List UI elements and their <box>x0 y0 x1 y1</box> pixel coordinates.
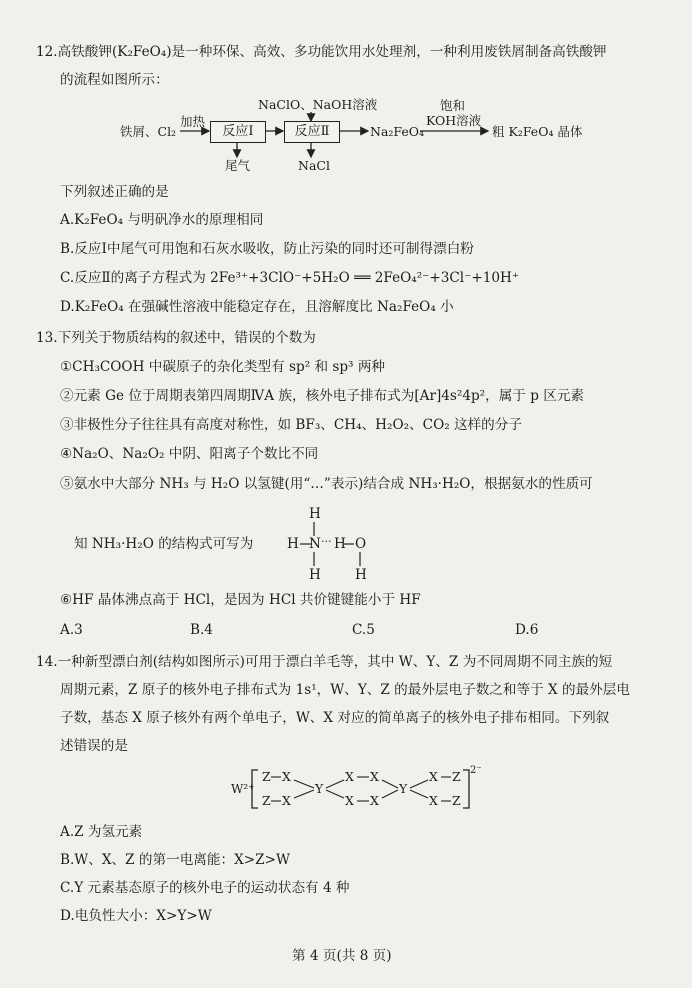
flow-koh-label: KOH溶液 <box>426 113 482 128</box>
struct-n: N <box>309 536 321 552</box>
bleach-x8: X <box>429 793 438 808</box>
flow-start-label: 铁屑、Cl₂ <box>120 124 177 139</box>
bleach-x2: X <box>282 793 291 808</box>
bleach-z1: Z <box>262 769 271 784</box>
q12-option-c: C.反应Ⅱ的离子方程式为 2Fe³⁺+3ClO⁻+5H₂O ══ 2FeO₄²⁻+3Cl⁻+10H⁺ <box>60 270 520 286</box>
flow-final-product: 粗 K₂FeO₄ 晶体 <box>492 124 583 139</box>
q13-option-c: C.5 <box>352 622 375 638</box>
q13-statement-1: ①CH₃COOH 中碳原子的杂化类型有 sp² 和 sp³ 两种 <box>60 359 386 375</box>
q14-option-a: A.Z 为氢元素 <box>60 824 143 840</box>
struct-h-o: H <box>355 567 367 583</box>
struct-h-mid: H <box>334 536 346 552</box>
q14-option-b: B.W、X、Z 的第一电离能：X>Z>W <box>60 852 290 868</box>
q13-statement-5: ⑤氨水中大部分 NH₃ 与 H₂O 以氢键(用“…”表示)结合成 NH₃·H₂O，根据氨水的性质可 <box>60 476 593 492</box>
q12-option-a: A.K₂FeO₄ 与明矾净水的原理相同 <box>60 212 264 228</box>
q14-option-d: D.电负性大小：X>Y>W <box>60 908 212 924</box>
q14-stem-line4: 述错误的是 <box>60 738 128 754</box>
struct-h-bottom: H <box>309 567 321 583</box>
q13-option-b: B.4 <box>190 622 213 638</box>
q14-stem-line3: 子数，基态 X 原子核外有两个单电子，W、X 对应的简单离子的核外电子排布相同。下列叙 <box>60 710 610 726</box>
bleach-z2: Z <box>262 793 271 808</box>
q13-statement-2: ②元素 Ge 位于周期表第四周期ⅣA 族，核外电子排布式为[Ar]4s²4p²，属于 p 区元素 <box>60 388 585 404</box>
bleach-x5: X <box>345 793 354 808</box>
bleach-x3: X <box>345 769 354 784</box>
page-footer: 第 4 页(共 8 页) <box>292 948 392 964</box>
bleach-x7: X <box>429 769 438 784</box>
q12-option-b: B.反应Ⅰ中尾气可用饱和石灰水吸收，防止污染的同时还可制得漂白粉 <box>60 241 474 257</box>
flow-tailgas-label: 尾气 <box>225 158 251 173</box>
bleach-x4: X <box>370 769 379 784</box>
flow-product1: Na₂FeO₄ <box>370 124 425 139</box>
bleach-cation: W²⁺ <box>231 782 255 796</box>
q12-stem-line1: 12.高铁酸钾(K₂FeO₄)是一种环保、高效、多功能饮用水处理剂，一种利用废铁屑制备高铁酸钾 <box>36 44 607 60</box>
q14-stem-line1: 14.一种新型漂白剂(结构如图所示)可用于漂白羊毛等，其中 W、Y、Z 为不同周期不同主族的短 <box>36 654 613 670</box>
bleach-y2: Y <box>399 781 408 796</box>
struct-h-left: H <box>287 536 299 552</box>
flow-nacl-label: NaCl <box>298 158 330 173</box>
reaction-2-box: 反应Ⅱ <box>284 121 340 143</box>
q14-stem-line2: 周期元素，Z 原子的核外电子排布式为 1s¹，W、Y、Z 的最外层电子数之和等于 X 的最外层电 <box>60 682 630 698</box>
q13-statement-4: ④Na₂O、Na₂O₂ 中阴、阳离子个数比不同 <box>60 446 319 462</box>
q12-option-d: D.K₂FeO₄ 在强碱性溶液中能稳定存在，且溶解度比 Na₂FeO₄ 小 <box>60 299 454 315</box>
struct-h-top: H <box>309 506 321 522</box>
q13-stem: 13.下列关于物质结构的叙述中，错误的个数为 <box>36 330 316 346</box>
flow-heat-label: 加热 <box>180 114 206 129</box>
struct-o: O <box>355 536 367 552</box>
q13-option-a: A.3 <box>60 622 83 638</box>
bleach-z4: Z <box>452 793 461 808</box>
bleach-z3: Z <box>452 769 461 784</box>
q13-statement-6: ⑥HF 晶体沸点高于 HCl，是因为 HCl 共价键键能小于 HF <box>60 592 421 608</box>
reaction-1-box: 反应Ⅰ <box>210 121 266 143</box>
flow-reagent-top: NaClO、NaOH溶液 <box>258 97 378 112</box>
q12-question: 下列叙述正确的是 <box>60 184 169 200</box>
struct-hbond: ··· <box>321 535 332 548</box>
bleach-anion-charge: 2⁻ <box>470 765 482 776</box>
q13-statement-5b: 知 NH₃·H₂O 的结构式可写为 <box>74 536 254 552</box>
q12-stem-line2: 的流程如图所示： <box>60 72 169 88</box>
q14-option-c: C.Y 元素基态原子的核外电子的运动状态有 4 种 <box>60 880 350 896</box>
bleach-x1: X <box>282 769 291 784</box>
bleach-x6: X <box>370 793 379 808</box>
q13-statement-3: ③非极性分子往往具有高度对称性，如 BF₃、CH₄、H₂O₂、CO₂ 这样的分子 <box>60 417 522 433</box>
bleach-y1: Y <box>315 781 324 796</box>
flow-saturated-label: 饱和 <box>440 98 466 113</box>
q13-option-d: D.6 <box>515 622 539 638</box>
